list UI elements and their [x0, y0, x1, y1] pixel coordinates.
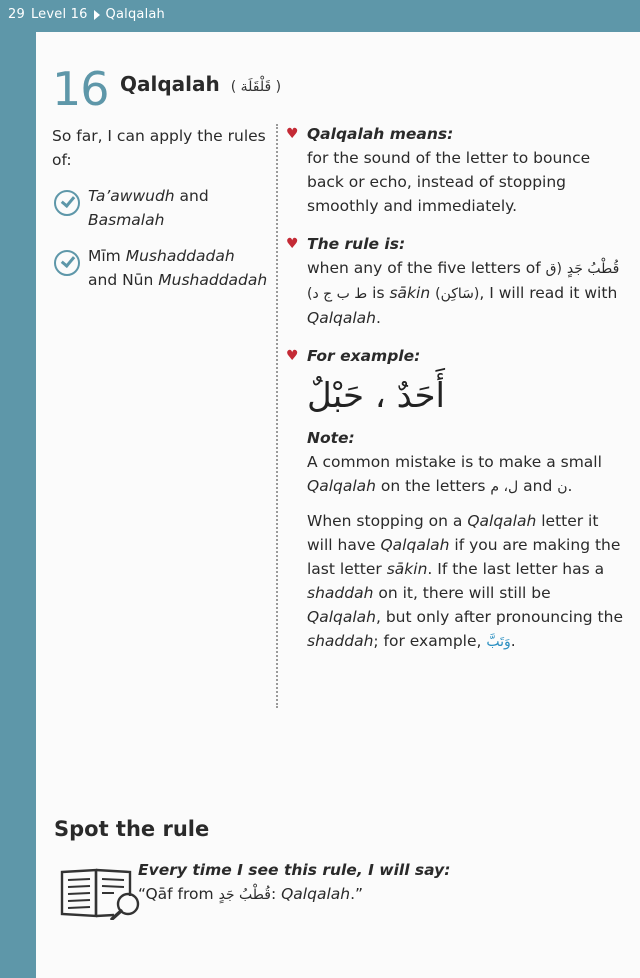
page	[36, 32, 640, 978]
rule-column	[286, 122, 626, 654]
example-heading: For example:	[307, 347, 421, 365]
breadcrumb	[8, 7, 165, 22]
spot-the-rule-title: Spot the rule	[54, 817, 210, 841]
heart-icon: ♥	[286, 126, 299, 142]
prior-rule-item: Ta’awwudh and Basmalah	[52, 184, 282, 232]
title-arabic: ( قَلْقَلَة )	[230, 79, 282, 95]
spot-rule-text	[138, 858, 450, 907]
spot-rule-heading: Every time I see this rule, I will say:	[138, 861, 451, 879]
breadcrumb-section[interactable]: Qalqalah	[105, 7, 165, 22]
note-text-1: A common mistake is to make a small Qalqalah on the letters ل، م and ن.	[307, 453, 602, 495]
column-divider	[276, 124, 278, 708]
prior-rule-item: Mīm Mushaddadah and Nūn Mushaddadah	[52, 244, 282, 292]
caret-right-icon	[94, 10, 100, 20]
check-icon	[54, 190, 80, 216]
rule-text: when any of the five letters of قُطْبُ جَدٍ (ق ط ب ج د) is sākin (سَاكِن), I will read it with Qalqalah.	[307, 259, 620, 327]
note-heading: Note:	[307, 429, 355, 447]
page-number: 29	[8, 7, 25, 22]
rule-section	[286, 232, 626, 330]
level-number: 16	[52, 62, 109, 116]
title-text: Qalqalah	[120, 72, 220, 96]
breadcrumb-level[interactable]: Level 16	[30, 7, 88, 22]
example-arabic: أَحَدٌ ، حَبْلٌ	[307, 376, 445, 416]
example-section	[286, 344, 626, 422]
check-icon	[54, 250, 80, 276]
meaning-heading: Qalqalah means:	[307, 125, 454, 143]
meaning-section	[286, 122, 626, 218]
prior-rules	[52, 124, 282, 292]
meaning-text: for the sound of the letter to bounce back or echo, instead of stopping smoothly and immediately.	[307, 149, 591, 215]
page-title	[120, 72, 281, 96]
book-magnifier-icon	[58, 864, 150, 920]
spot-rule-saying: “Qāf from قُطْبُ جَدٍ: Qalqalah.”	[138, 885, 364, 903]
heart-icon: ♥	[286, 348, 299, 364]
heart-icon: ♥	[286, 236, 299, 252]
prior-rules-intro: So far, I can apply the rules of:	[52, 127, 266, 169]
note-text-2: When stopping on a Qalqalah letter it will have Qalqalah if you are making the last letter sākin. If the last letter has a shaddah on it, there will still be Qalqalah, but only after pronouncing the shaddah; for example, وَتَبَّ.	[307, 512, 623, 650]
rule-heading: The rule is:	[307, 235, 406, 253]
